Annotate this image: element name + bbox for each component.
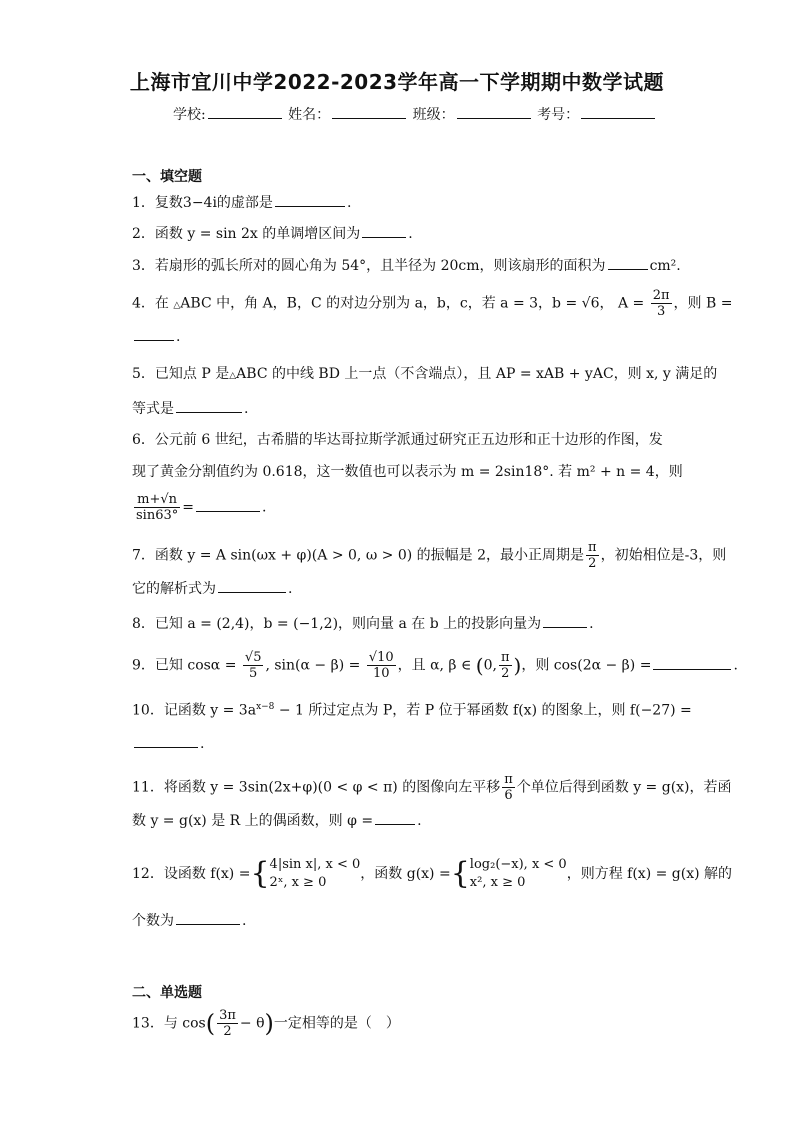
question-10-line-2 — [132, 733, 204, 754]
fraction — [502, 772, 515, 803]
fraction-numerator: 2π — [652, 288, 670, 303]
paren-close: ) — [264, 1009, 274, 1038]
section-fill-heading: 一、填空题 — [132, 169, 202, 185]
question-7-text-b: ，初始相位是-3，则 — [600, 547, 727, 564]
question-2-end: . — [408, 226, 413, 242]
question-8-text: 8．已知 a = (2,4)，b = (−1,2)，则向量 a 在 b 上的投影向量为 — [132, 616, 542, 632]
question-5-text: 5．已知点 P 是 — [132, 366, 230, 382]
answer-blank[interactable] — [176, 398, 242, 413]
question-6-line-3 — [132, 492, 266, 523]
case-line: 2ˣ, x ≥ 0 — [269, 875, 327, 890]
school-blank[interactable] — [208, 104, 282, 119]
paren-open: ( — [475, 653, 484, 678]
brace-icon: { — [250, 856, 270, 891]
question-9-end: . — [733, 657, 738, 674]
question-10-end: . — [200, 736, 205, 752]
fraction — [134, 492, 180, 523]
answer-blank[interactable] — [543, 613, 587, 628]
question-2 — [132, 223, 413, 244]
fraction-denominator: 5 — [249, 666, 258, 681]
fraction-denominator: 3 — [656, 304, 666, 319]
question-9-text-d: ，则 cos(2α − β) = — [521, 657, 652, 674]
question-3-text: 3．若扇形的弧长所对的圆心角为 54°，且半径为 20cm，则该扇形的面积为 — [132, 258, 606, 274]
fraction — [243, 650, 264, 681]
fraction-denominator: 10 — [372, 666, 390, 681]
page-title: 上海市宜川中学2022-2023学年高一下学期期中数学试题 — [129, 70, 665, 94]
question-2-text: 2．函数 y = sin 2x 的单调增区间为 — [132, 226, 361, 242]
question-4 — [132, 288, 732, 319]
section-single-heading: 二、单选题 — [132, 985, 202, 1001]
question-13 — [132, 1008, 400, 1039]
question-12-line-2 — [132, 910, 246, 931]
question-9-text-c: ，且 α, β ∈ — [397, 657, 472, 674]
question-7 — [132, 540, 726, 571]
question-6-line-2 — [132, 462, 683, 482]
number-label: 考号： — [537, 107, 580, 123]
fraction-numerator: π — [588, 540, 597, 555]
interval-start: 0, — [483, 657, 497, 674]
fraction-denominator: 2 — [223, 1024, 232, 1039]
question-13-text-b: − θ — [239, 1015, 265, 1032]
answer-blank[interactable] — [362, 223, 406, 238]
question-4-text-c: A = — [617, 295, 645, 312]
fraction-numerator: √10 — [368, 650, 394, 665]
question-12-text-c: ，则方程 f(x) = g(x) 解的 — [566, 866, 733, 882]
paren-close: ) — [513, 653, 522, 678]
question-9-text-a: 9．已知 cosα = — [132, 657, 237, 674]
fraction-denominator: 2 — [588, 556, 597, 571]
fraction — [217, 1008, 238, 1039]
fraction — [651, 288, 672, 319]
name-label: 姓名： — [288, 107, 331, 123]
name-blank[interactable] — [332, 104, 406, 119]
fraction-denominator: sin63° — [136, 508, 179, 523]
question-8-end: . — [589, 616, 594, 632]
case-line: x², x ≥ 0 — [469, 875, 526, 890]
fraction — [586, 540, 599, 571]
piecewise-f — [270, 856, 361, 892]
answer-blank[interactable] — [218, 578, 286, 593]
question-11-line-2 — [132, 810, 422, 831]
question-12-text-b: ，函数 g(x) = — [360, 866, 451, 882]
school-label: 学校: — [173, 107, 206, 123]
question-5 — [132, 364, 717, 386]
question-4-end: . — [176, 329, 181, 345]
question-7-text-a: 7．函数 y = A sin(ωx + φ)(A > 0, ω > 0) 的振幅是 2，最小正周期是 — [132, 547, 585, 564]
question-4-text: 4．在 — [132, 295, 169, 312]
question-11 — [132, 772, 732, 803]
fraction-numerator: π — [500, 650, 510, 665]
number-blank[interactable] — [581, 104, 655, 119]
class-blank[interactable] — [457, 104, 531, 119]
piecewise-g — [470, 856, 567, 892]
question-3-end: cm². — [649, 258, 681, 274]
fraction-denominator: 6 — [504, 788, 513, 803]
question-11-text-b: 个单位后得到函数 y = g(x)，若函 — [516, 779, 732, 796]
question-4-text-d: ，则 B = — [673, 295, 733, 312]
question-5-line-2 — [132, 398, 248, 419]
fraction-numerator: √5 — [244, 650, 262, 665]
class-label: 班级： — [412, 107, 455, 123]
question-5-text-b: ABC 的中线 BD 上一点（不含端点），且 AP = xAB + yAC，则 x, y 满足的 — [236, 366, 718, 382]
fraction-numerator: m+√n — [134, 492, 180, 508]
question-7-line-2 — [132, 578, 292, 599]
exponent: x−8 — [256, 702, 275, 712]
question-9-text-b: , sin(α − β) = — [265, 657, 361, 674]
answer-blank[interactable] — [608, 255, 648, 270]
question-12-end: . — [242, 913, 247, 929]
answer-blank[interactable] — [653, 655, 731, 670]
answer-blank[interactable] — [134, 733, 198, 748]
question-10 — [132, 697, 692, 721]
fraction-numerator: π — [504, 772, 513, 787]
triangle-icon: △ — [173, 300, 181, 311]
fraction — [367, 650, 396, 681]
question-12-text-d: 个数为 — [132, 913, 174, 929]
question-7-text-c: 它的解析式为 — [132, 581, 216, 597]
question-13-text-a: 13．与 cos — [132, 1015, 206, 1032]
question-1-text: 1．复数3−4i的虚部是 — [132, 195, 273, 211]
question-6-text-a: 6．公元前 6 世纪，古希腊的毕达哥拉斯学派通过研究正五边形和正十边形的作图，发 — [132, 432, 663, 448]
question-8 — [132, 613, 594, 634]
question-1 — [132, 192, 351, 213]
answer-blank[interactable] — [275, 192, 345, 207]
question-1-end: . — [346, 195, 352, 211]
question-11-text-a: 11．将函数 y = 3sin(2x+φ)(0 < φ < π) 的图像向左平移 — [132, 779, 501, 796]
question-11-end: . — [417, 813, 422, 829]
brace-icon: { — [450, 856, 470, 891]
question-10-text-a: 10．记函数 y = 3a — [132, 702, 257, 719]
equals-sign: = — [182, 499, 194, 516]
question-4-line-2 — [132, 326, 180, 347]
answer-blank[interactable] — [196, 497, 260, 512]
student-info-line — [173, 104, 657, 124]
fraction — [499, 650, 512, 681]
question-9 — [132, 650, 738, 681]
question-10-text-b: − 1 所过定点为 P，若 P 位于幂函数 f(x) 的图象上，则 f(−27) = — [274, 702, 692, 719]
fraction-numerator: 3π — [219, 1008, 236, 1023]
question-12 — [132, 856, 732, 892]
paren-open: ( — [205, 1009, 216, 1038]
question-6 — [132, 430, 663, 450]
question-6-text-b: 现了黄金分割值约为 0.618，这一数值也可以表示为 m = 2sin18°. 若 m² + n = 4，则 — [132, 464, 683, 480]
answer-blank[interactable] — [375, 810, 415, 825]
question-5-text-c: 等式是 — [132, 401, 174, 417]
question-3 — [132, 255, 681, 276]
question-5-end: . — [244, 401, 249, 417]
question-6-end: . — [261, 499, 267, 516]
fraction-denominator: 2 — [501, 666, 510, 681]
question-4-text-b: ABC 中，角 A，B，C 的对边分别为 a，b，c，若 a = 3，b = √6， — [180, 295, 614, 312]
question-11-text-c: 数 y = g(x) 是 R 上的偶函数，则 φ = — [132, 813, 374, 829]
case-line: log₂(−x), x < 0 — [469, 857, 567, 872]
case-line: 4|sin x|, x < 0 — [269, 857, 361, 872]
question-12-text-a: 12．设函数 f(x) = — [132, 866, 251, 882]
question-7-end: . — [288, 581, 293, 597]
answer-blank[interactable] — [176, 910, 240, 925]
triangle-icon: △ — [229, 371, 237, 381]
question-13-text-c: 一定相等的是（ ） — [273, 1015, 400, 1032]
answer-blank[interactable] — [134, 326, 174, 341]
